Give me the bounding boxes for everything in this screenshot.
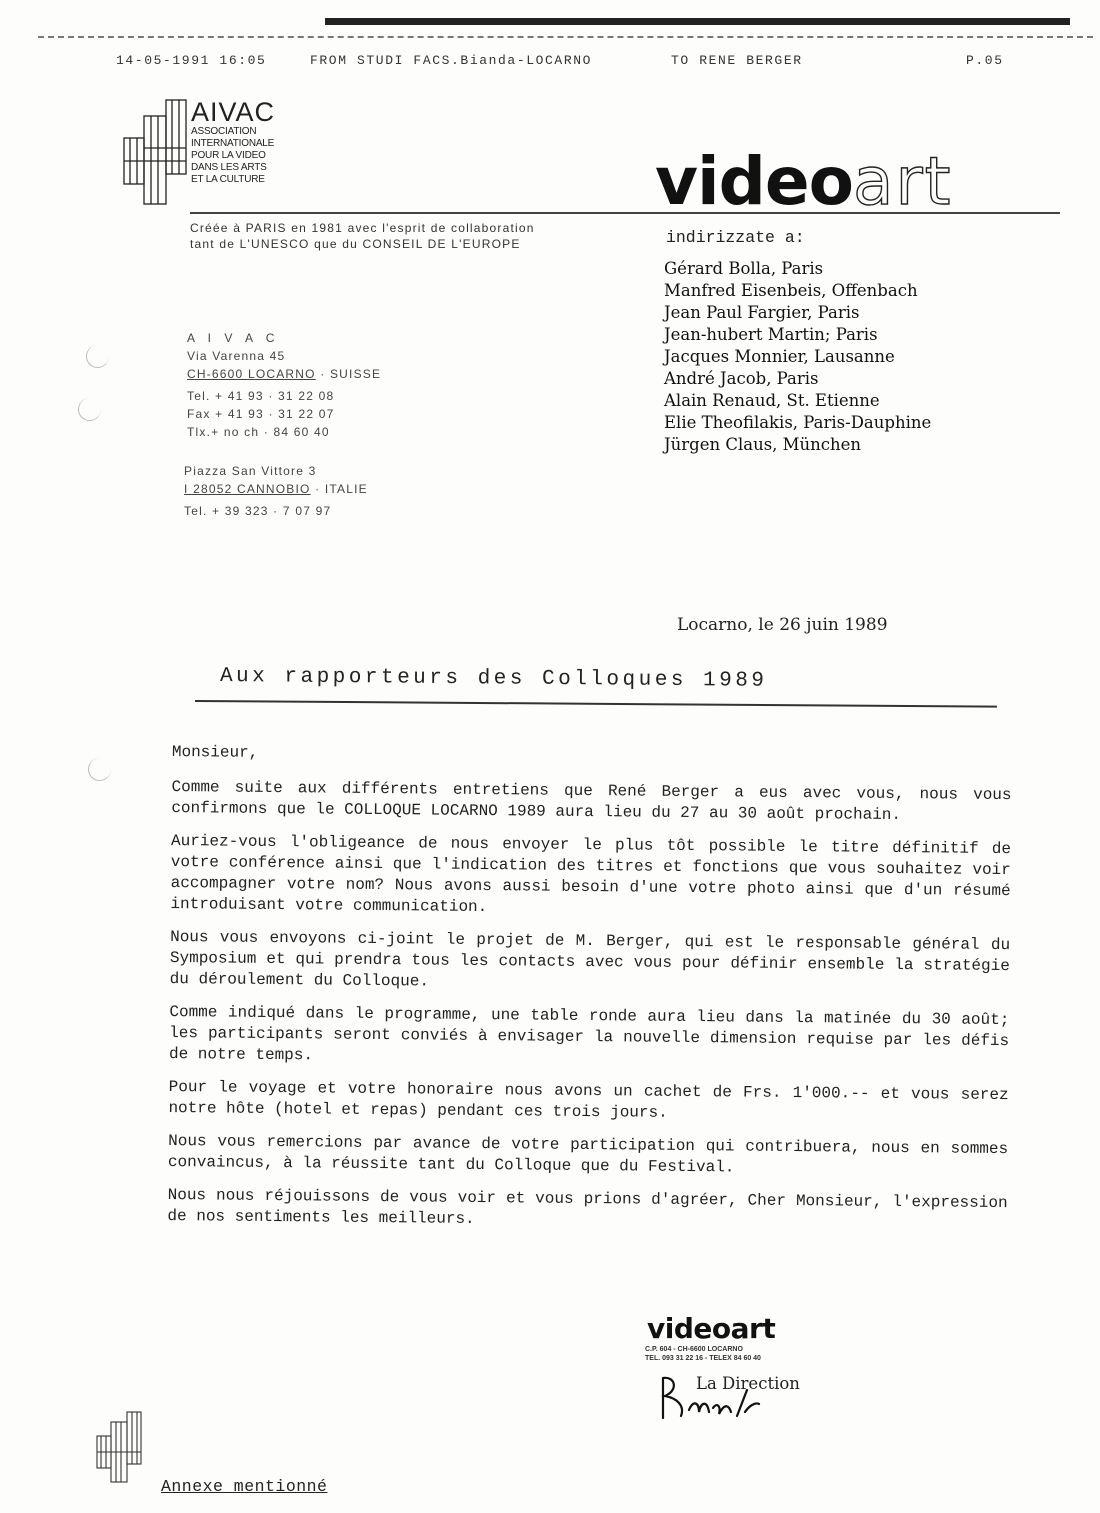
subject-underline bbox=[195, 700, 997, 708]
addressed-to-label: indirizzate a: bbox=[666, 228, 805, 247]
address-street: Via Varenna 45 bbox=[187, 349, 286, 363]
videoart-logo bbox=[655, 143, 953, 220]
videoart-logo-video: video bbox=[655, 143, 853, 220]
letter-subject: Aux rapporteurs des Colloques 1989 bbox=[219, 665, 768, 693]
address-city: CH-6600 LOCARNO bbox=[187, 367, 316, 381]
aivac-logo-name: AIVAC bbox=[191, 97, 276, 127]
recipient: André Jacob, Paris bbox=[664, 369, 819, 388]
fax-top-bar bbox=[325, 18, 1070, 25]
recipient: Elie Theofilakis, Paris-Dauphine bbox=[664, 413, 932, 432]
recipient: Jacques Monnier, Lausanne bbox=[664, 347, 895, 366]
aivac-logo-text bbox=[191, 98, 275, 186]
handwritten-signature-icon bbox=[655, 1372, 770, 1422]
aivac-logo-subtitle-5: ET LA CULTURE bbox=[191, 174, 265, 185]
recipient: Gérard Bolla, Paris bbox=[664, 259, 824, 278]
signature-stamp-details bbox=[645, 1345, 815, 1363]
fax-page-number: P.05 bbox=[966, 53, 1004, 68]
recipient: Alain Renaud, St. Etienne bbox=[664, 391, 880, 410]
body-paragraph: Comme indiqué dans le programme, une table ronde aura lieu dans la matinée du 30 août; les participants seront conviés à envisager la nouvelle dimension requise par les défis de notre temps. bbox=[168, 1002, 1010, 1065]
fax-datetime: 14-05-1991 16:05 bbox=[116, 53, 267, 68]
body-paragraph: Pour le voyage et votre honoraire nous avons un cachet de Frs. 1'000.-- et vous serez notre hôte (hotel et repas) pendant ces trois jours. bbox=[168, 1077, 1009, 1122]
recipient: Jürgen Claus, München bbox=[664, 435, 862, 454]
annex-note: Annexe mentionné bbox=[161, 1477, 328, 1496]
aivac-logo-subtitle-3: POUR LA VIDEO bbox=[191, 150, 266, 161]
address-street: Piazza San Vittore 3 bbox=[184, 464, 317, 478]
founding-note-line-2: tant de L'UNESCO que du CONSEIL DE L'EUROPE bbox=[190, 237, 521, 251]
aivac-logo-subtitle-1: ASSOCIATION bbox=[191, 126, 257, 137]
signature-stamp-name: videoart bbox=[647, 1312, 776, 1345]
body-paragraph: Nous nous réjouissons de vous voir et vous prions d'agréer, Cher Monsieur, l'expression de nos sentiments les meilleurs. bbox=[167, 1185, 1008, 1228]
recipient: Manfred Eisenbeis, Offenbach bbox=[664, 281, 918, 300]
punch-hole-mark bbox=[86, 345, 109, 368]
address-city: I 28052 CANNOBIO bbox=[184, 482, 311, 496]
signature-stamp-line-1: C.P. 604 - CH-6600 LOCARNO bbox=[645, 1346, 743, 1353]
aivac-logo-subtitle-4: DANS LES ARTS bbox=[191, 162, 267, 173]
letter-date: Locarno, le 26 juin 1989 bbox=[677, 615, 888, 635]
signature-stamp-line-2: TEL. 093 31 22 16 - TELEX 84 60 40 bbox=[645, 1355, 761, 1362]
address-italy bbox=[184, 462, 368, 520]
body-paragraph: Comme suite aux différents entretiens que René Berger a eus avec vous, nous vous confirmons que le COLLOQUE LOCARNO 1989 aura lieu du 27 au 30 août prochain. bbox=[171, 777, 1012, 825]
recipient: Jean Paul Fargier, Paris bbox=[664, 303, 860, 322]
videoart-logo-art: art bbox=[853, 143, 953, 220]
aivac-logo-small-icon bbox=[95, 1410, 145, 1485]
recipient-list bbox=[664, 258, 931, 456]
salutation: Monsieur, bbox=[171, 742, 259, 762]
founding-note bbox=[190, 220, 535, 252]
aivac-logo-subtitle-2: INTERNATIONALE bbox=[191, 138, 275, 149]
body-paragraph: Nous vous envoyons ci-joint le projet de M. Berger, qui est le responsable général du Symposium et qui prendra tous les contacts avec vous pour définir ensemble la stratégie du déroulement du Colloque. bbox=[169, 927, 1011, 991]
body-paragraph: Auriez-vous l'obligeance de nous envoyer le plus tôt possible le titre définitif de votre conférence ainsi que l'indication des titres et fonctions que vous souhaitez voir accompagner votre nom? Nous avons aussi besoin d'une votre photo ainsi que d'un résumé introduisant votre communication. bbox=[170, 831, 1012, 917]
address-phone: Tel. + 39 323 · 7 07 97 bbox=[184, 504, 332, 518]
address-phone: Tel. + 41 93 · 31 22 08 bbox=[187, 389, 335, 403]
address-country: · ITALIE bbox=[310, 482, 368, 496]
fax-from: FROM STUDI FACS.Bianda-LOCARNO bbox=[310, 53, 593, 68]
letter-body bbox=[167, 742, 1012, 1247]
founding-note-line-1: Créée à PARIS en 1981 avec l'esprit de collaboration bbox=[190, 221, 535, 235]
fax-perforation-line bbox=[38, 36, 1093, 38]
address-country: · SUISSE bbox=[315, 367, 382, 381]
punch-hole-mark bbox=[78, 398, 101, 421]
punch-hole-mark bbox=[88, 758, 111, 781]
address-switzerland bbox=[187, 329, 381, 441]
aivac-logo-icon bbox=[122, 98, 190, 206]
body-paragraph: Nous vous remercions par avance de votre participation qui contribuera, nous en sommes convaincus, à la réussite tant du Colloque que du Festival. bbox=[167, 1131, 1009, 1177]
fax-to: TO RENE BERGER bbox=[671, 53, 803, 68]
address-fax: Fax + 41 93 · 31 22 07 bbox=[187, 407, 335, 421]
letterhead-rule bbox=[190, 212, 1060, 214]
address-telex: Tlx.+ no ch · 84 60 40 bbox=[187, 425, 330, 439]
recipient: Jean-hubert Martin; Paris bbox=[664, 325, 878, 344]
signature-title: La Direction bbox=[696, 1374, 800, 1393]
address-org: A I V A C bbox=[187, 331, 280, 345]
